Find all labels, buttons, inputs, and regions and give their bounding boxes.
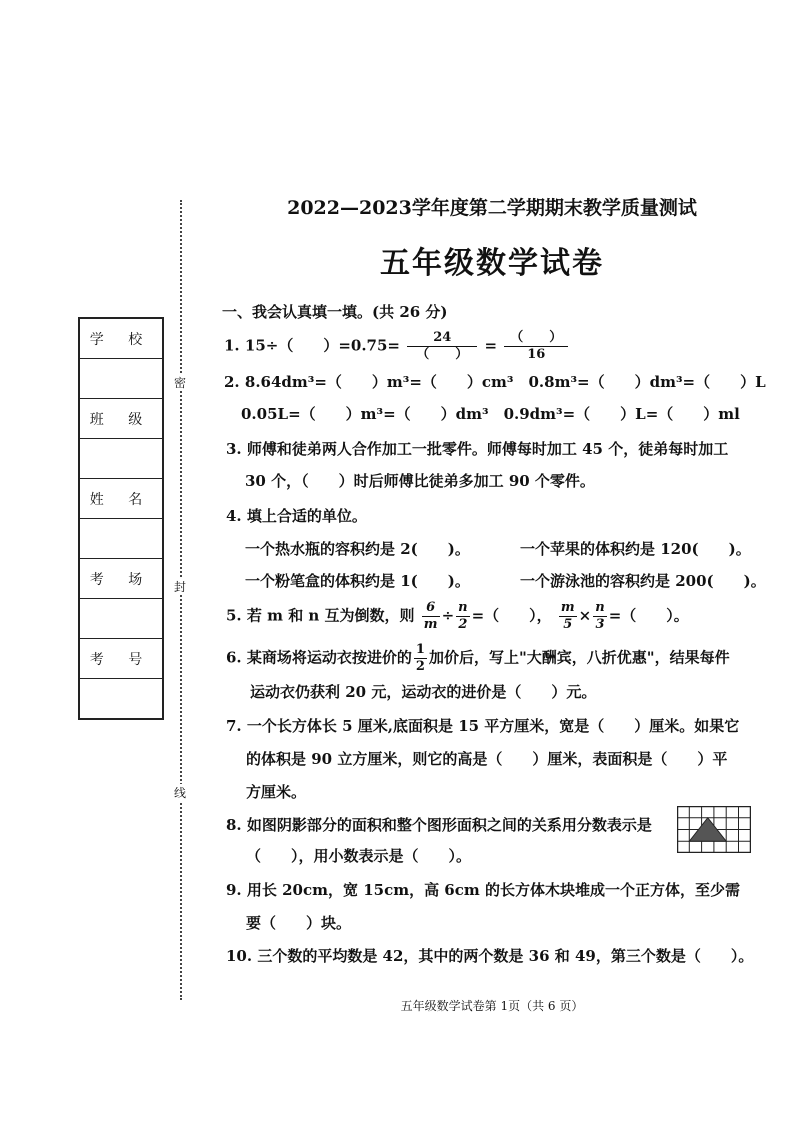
- q1-f2-numerator[interactable]: （ ）: [504, 330, 568, 347]
- question-4-a: 一个热水瓶的容积约是 2( )。: [245, 540, 470, 558]
- question-9-line-2: 要（ ）块。: [246, 914, 352, 932]
- question-3-line-2: 30 个，（ ）时后师傅比徒弟多加工 90 个零件。: [245, 472, 595, 490]
- q6-fraction: [414, 642, 427, 675]
- q5-fraction-4: [593, 600, 606, 633]
- q5-f3-denominator: 5: [563, 617, 573, 632]
- q5-f4-numerator: n: [595, 600, 605, 615]
- question-6-line-1: [226, 642, 730, 675]
- question-7-line-1: 7. 一个长方体长 5 厘米,底面积是 15 平方厘米，宽是（ ）厘米。如果它: [226, 717, 740, 735]
- q1-equals: =: [484, 336, 498, 355]
- exam-subtitle: 五年级数学试卷: [380, 246, 604, 281]
- q1-fraction-2: [504, 330, 568, 363]
- question-8-line-2: （ ），用小数表示是（ ）。: [246, 847, 472, 865]
- question-7-line-3: 方厘米。: [246, 783, 307, 801]
- question-1: [224, 330, 570, 363]
- q1-text: 1. 15÷（ ）=0.75=: [224, 336, 400, 355]
- question-4-c: 一个粉笔盒的体积约是 1( )。: [245, 572, 470, 590]
- question-5: [226, 600, 689, 633]
- q5-f2-numerator: n: [458, 600, 468, 615]
- question-3-line-1: 3. 师傅和徒弟两人合作加工一批零件。师傅每时加工 45 个，徒弟每时加工: [226, 440, 729, 458]
- question-10: 10. 三个数的平均数是 42，其中的两个数是 36 和 49，第三个数是（ ）。: [226, 947, 754, 965]
- q1-f2-denominator: 16: [527, 347, 546, 362]
- section-heading: 一、我会认真填一填。(共 26 分): [222, 303, 448, 321]
- question-4-b: 一个苹果的体积约是 120( )。: [520, 540, 751, 558]
- q5-f1-numerator: 6: [422, 600, 440, 617]
- question-4-title: 4. 填上合适的单位。: [226, 507, 367, 525]
- q5-f4-denominator: 3: [595, 617, 605, 632]
- question-9-line-1: 9. 用长 20cm，宽 15cm，高 6cm 的长方体木块堆成一个正方体，至少需: [226, 881, 740, 899]
- exam-room-field[interactable]: [79, 599, 163, 639]
- question-2-line-2: 0.05L=（ ）m³=（ ）dm³ 0.9dm³=（ ）L=（ ）ml: [241, 405, 740, 423]
- binding-dotted-line: [180, 200, 182, 1000]
- seal-word-mi: 密: [174, 376, 187, 390]
- q5-f3-numerator: m: [560, 600, 575, 615]
- seal-word-xian: 线: [174, 786, 187, 800]
- name-field[interactable]: [79, 519, 163, 559]
- q5-text-a: 5. 若 m 和 n 互为倒数，则: [226, 606, 415, 625]
- question-6-line-2: 运动衣仍获利 20 元，运动衣的进价是（ ）元。: [250, 683, 597, 701]
- q6-numerator: 1: [415, 642, 425, 657]
- question-8-line-1: 8. 如图阴影部分的面积和整个图形面积之间的关系用分数表示是: [226, 816, 652, 834]
- q5-text-b: =（ ），: [471, 606, 552, 625]
- q1-f1-denominator[interactable]: （ ）: [416, 347, 469, 362]
- class-field[interactable]: [79, 439, 163, 479]
- q5-fraction-1: [422, 600, 440, 633]
- question-4-d: 一个游泳池的容积约是 200( )。: [520, 572, 766, 590]
- exam-title: 2022—2023学年度第二学期期末教学质量测试: [287, 197, 697, 219]
- shaded-grid-figure: [677, 806, 751, 853]
- q5-fraction-3: [559, 600, 577, 633]
- label-exam-number: 考 号: [79, 639, 163, 679]
- page-footer: 五年级数学试卷第 1页（共 6 页）: [400, 999, 584, 1013]
- q5-divide: ÷: [441, 606, 455, 625]
- seal-word-feng: 封: [174, 580, 187, 594]
- q5-text-c: =（ ）。: [608, 606, 689, 625]
- q6-text-b: 加价后，写上"大酬宾，八折优惠"，结果每件: [428, 648, 730, 667]
- q5-times: ×: [578, 606, 592, 625]
- q1-f1-numerator: 24: [407, 330, 477, 347]
- label-exam-room: 考 场: [79, 559, 163, 599]
- exam-number-field[interactable]: [79, 679, 163, 720]
- question-7-line-2: 的体积是 90 立方厘米，则它的高是（ ）厘米，表面积是（ ）平: [246, 750, 728, 768]
- q1-fraction-1: [407, 330, 477, 363]
- label-class: 班 级: [79, 399, 163, 439]
- q6-text-a: 6. 某商场将运动衣按进价的: [226, 648, 412, 667]
- school-field[interactable]: [79, 359, 163, 399]
- q5-f1-denominator: m: [423, 617, 438, 632]
- label-name: 姓 名: [79, 479, 163, 519]
- q5-fraction-2: [456, 600, 469, 633]
- question-2-line-1: 2. 8.64dm³=（ ）m³=（ ）cm³ 0.8m³=（ ）dm³=（ ）L: [224, 373, 766, 391]
- student-info-table: [78, 317, 164, 720]
- label-school: 学 校: [79, 318, 163, 359]
- q6-denominator: 2: [415, 659, 425, 674]
- q5-f2-denominator: 2: [458, 617, 468, 632]
